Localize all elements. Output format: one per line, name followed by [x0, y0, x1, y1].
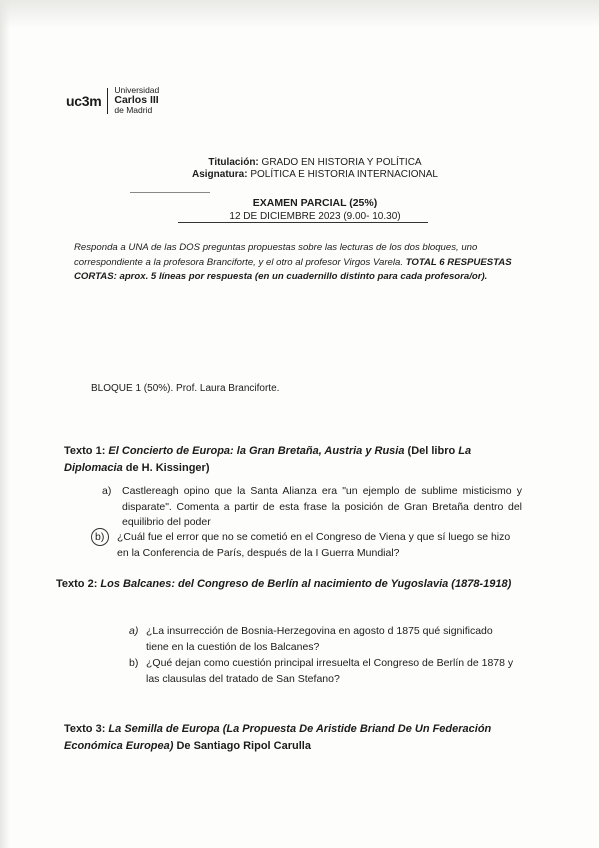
question-text: ¿Cuál fue el error que no se cometió en el Congreso de Viena y que sí luego se hizo en la Conferencia de París, después de la I Guerra Mundial?: [117, 531, 511, 559]
texto-3-title: La Semilla de Europa (La Propuesta De Aristide Briand De Un Federación Económica Europea): [64, 723, 492, 752]
texto-2-question-b: [129, 656, 519, 687]
asignatura-label: Asignatura:: [192, 169, 248, 180]
question-letter: a): [129, 625, 139, 637]
texto-2-title: Los Balcanes: del Congreso de Berlín al nacimiento de Yugoslavia (1878-1918): [100, 578, 512, 590]
handwritten-circle: [91, 528, 109, 546]
texto-3-heading: [64, 721, 524, 755]
logo-divider: [107, 88, 108, 114]
exam-title: EXAMEN PARCIAL (25%): [252, 197, 378, 209]
texto-3-author: De Santiago Ripol Carulla: [173, 740, 311, 752]
logo-line-1: Universidad: [114, 85, 160, 95]
asignatura-line: [150, 169, 480, 180]
texto-1-label: Texto 1:: [64, 445, 109, 457]
texto-3-label: Texto 3:: [64, 723, 109, 735]
titulacion-value: GRADO EN HISTORIA Y POLÍTICA: [258, 157, 422, 168]
texto-2-heading: [56, 576, 526, 593]
texto-1-question-a: [102, 484, 522, 531]
question-text: ¿La insurrección de Bosnia-Herzegovina en agosto d 1875 qué significado tiene en la cuestión de los Balcanes?: [146, 625, 493, 653]
asignatura-value: POLÍTICA E HISTORIA INTERNACIONAL: [247, 169, 438, 180]
question-letter: b): [129, 657, 139, 669]
instructions-text: Responda a UNA de las DOS preguntas propuestas sobre las lecturas de los dos bloques, uno correspondiente a la profesora Branciforte, y el otro al profesor Virgos Varela.: [74, 242, 478, 268]
divider-top-left: [130, 192, 210, 193]
question-letter: [95, 530, 104, 546]
scan-shadow-top: [0, 0, 599, 28]
texto-1-question-b: [95, 530, 515, 561]
exam-title-underline: [178, 222, 428, 223]
texto-1-source-prefix: (Del libro: [404, 445, 459, 457]
texto-2-label: Texto 2:: [56, 578, 101, 590]
titulacion-label: Titulación:: [208, 157, 259, 168]
question-letter: a): [102, 485, 112, 497]
logo-line-2: Carlos III: [114, 94, 159, 106]
texto-2-question-a: [129, 624, 509, 655]
university-logo: [66, 86, 159, 115]
question-letter-text: b): [95, 531, 105, 543]
texto-1-book: La Diplomacia: [64, 445, 472, 474]
instructions: [74, 241, 524, 285]
instructions-strong: TOTAL 6 RESPUESTAS CORTAS: aprox. 5 líneas por respuesta (en un cuadernillo distinto para cada profesora/or).: [74, 256, 512, 282]
texto-1-title: El Concierto de Europa: la Gran Bretaña, Austria y Rusia: [108, 445, 405, 457]
logo-mark: uc3m: [66, 92, 102, 109]
exam-date: 12 DE DICIEMBRE 2023 (9.00- 10.30): [229, 211, 401, 222]
titulacion-line: [150, 157, 480, 168]
texto-1-source-suffix: de H. Kissinger): [122, 462, 210, 474]
scan-shadow-left: [0, 0, 10, 848]
question-text: ¿Qué dejan como cuestión principal irresuelta el Congreso de Berlín de 1878 y las clausulas del tratado de San Stefano?: [146, 657, 514, 685]
question-text: Castlereagh opino que la Santa Alianza era "un ejemplo de sublime misticismo y disparate". Comenta a partir de esta frase la posición de Gran Bretaña dentro del equilibrio del poder: [122, 485, 522, 528]
logo-text: [114, 86, 159, 115]
logo-line-3: de Madrid: [114, 105, 153, 115]
texto-1-heading: [64, 443, 519, 477]
bloque-heading: BLOQUE 1 (50%). Prof. Laura Branciforte.: [91, 383, 280, 394]
